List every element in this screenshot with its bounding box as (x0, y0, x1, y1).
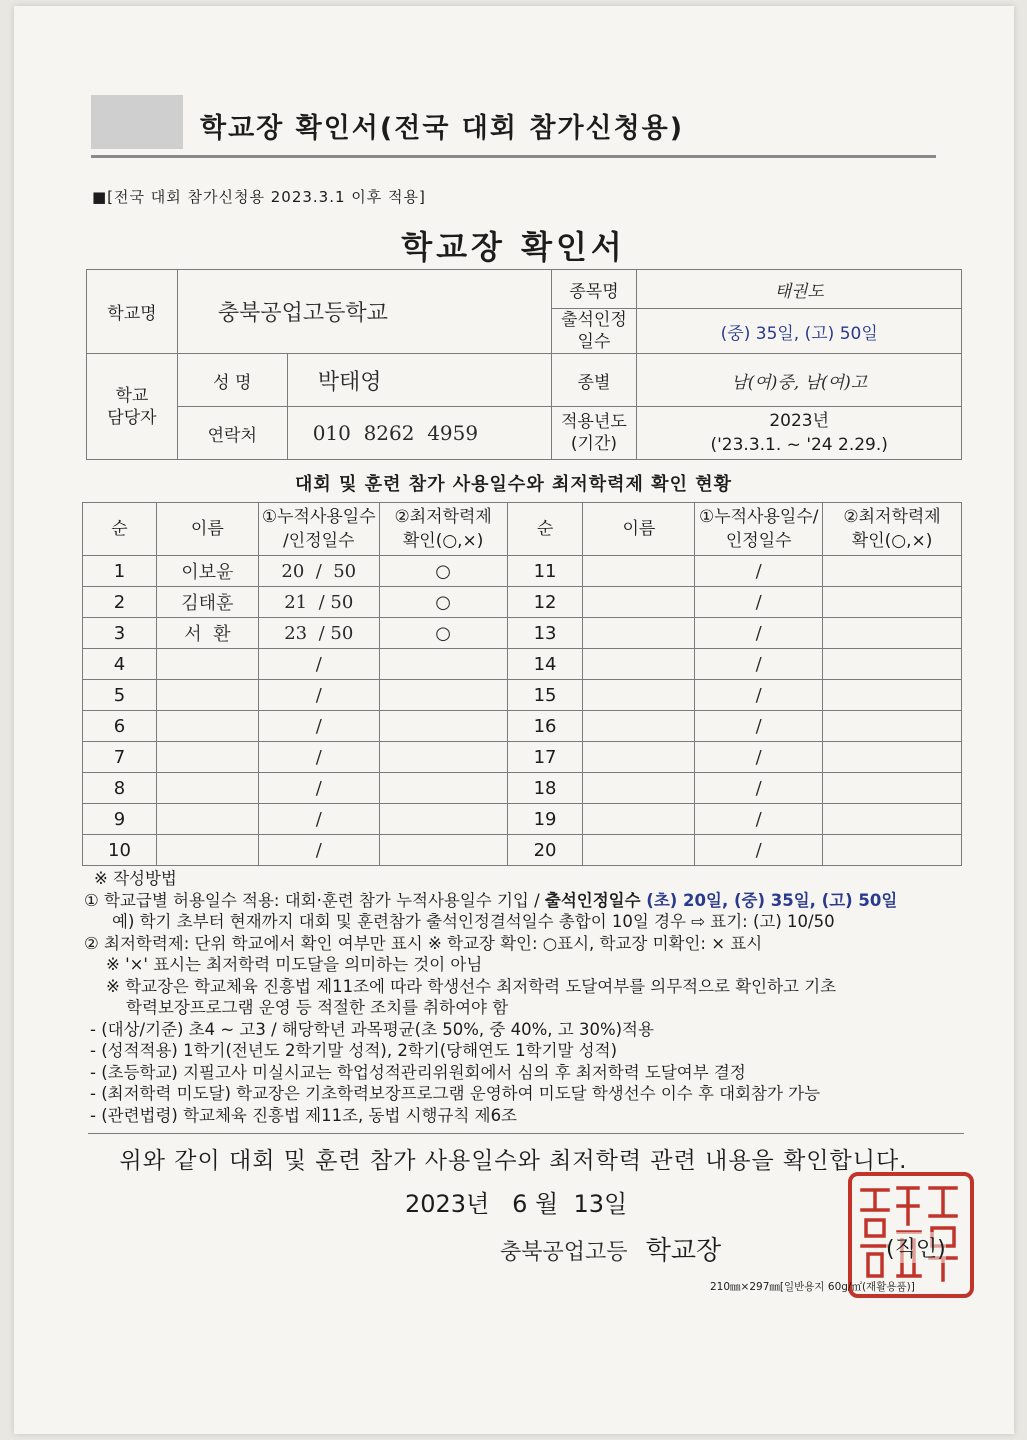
writing-instructions (84, 868, 974, 1126)
detail-2: - (성적적용) 1학기(전년도 2학기말 성적), 2학기(당해연도 1학기말 성적) (90, 1041, 618, 1060)
row-no: 3 (83, 618, 157, 649)
row-days: 23 / 50 (258, 618, 379, 649)
row-no-right: 19 (507, 804, 583, 835)
row-check-right (823, 680, 962, 711)
row-no-right: 18 (507, 773, 583, 804)
row-check (379, 773, 507, 804)
signature-title: 학교장 (645, 1236, 722, 1266)
row-no: 2 (83, 587, 157, 618)
row-days-right: / (695, 804, 823, 835)
row-check-right (823, 773, 962, 804)
paper-spec: 210㎜×297㎜[일반용지 60g/㎡(재활용품)] (710, 1281, 915, 1293)
athlete-table (82, 502, 962, 866)
row-check: ○ (379, 556, 507, 587)
row-days: / (258, 804, 379, 835)
event-value: 태권도 (637, 270, 962, 309)
school-value: 충북공업고등학교 (177, 270, 551, 354)
notes-heading: ※ 작성방법 (94, 869, 177, 888)
school-label: 학교명 (87, 270, 178, 354)
row-name-right (583, 618, 695, 649)
row-check: ○ (379, 587, 507, 618)
row-no: 10 (83, 835, 157, 866)
table-row (83, 618, 962, 649)
year-value: 2023년 ('23.3.1. ~ '24 2.29.) (637, 407, 962, 460)
row-name-right (583, 680, 695, 711)
contact-label: 연락처 (177, 407, 287, 460)
row-no-right: 17 (507, 742, 583, 773)
row-days: / (258, 835, 379, 866)
col-min: ②최저학력제 확인(○,×) (379, 503, 507, 556)
row-check (379, 649, 507, 680)
row-name-right (583, 773, 695, 804)
seal-note: (직인) (886, 1232, 946, 1263)
confirmation-text: 위와 같이 대회 및 훈련 참가 사용일수와 최저학력 관련 내용을 확인합니다. (119, 1148, 908, 1174)
name-label: 성 명 (177, 354, 287, 407)
row-check (379, 680, 507, 711)
row-check-right (823, 742, 962, 773)
col-days-right: ①누적사용일수/ 인정일수 (695, 503, 823, 556)
header-gray-block (91, 95, 183, 149)
row-name (156, 773, 258, 804)
table-row (83, 649, 962, 680)
row-check-right (823, 618, 962, 649)
document-title: 학교장 확인서 (401, 228, 626, 266)
detail-3: - (초등학교) 지필고사 미실시교는 학업성적관리위원회에서 심의 후 최저학력 도달여부 결정 (90, 1062, 746, 1082)
table-row (83, 587, 962, 618)
header-title: 학교장 확인서(전국 대회 참가신청용) (200, 113, 685, 144)
row-name-right (583, 649, 695, 680)
row-name (156, 804, 258, 835)
issue-date: 2023년 6 월 13일 (405, 1190, 628, 1218)
row-name (156, 835, 258, 866)
row-name (156, 649, 258, 680)
row-days: / (258, 773, 379, 804)
row-no: 6 (83, 711, 157, 742)
confirm-divider (88, 1133, 964, 1134)
col-name: 이름 (156, 503, 258, 556)
row-check-right (823, 711, 962, 742)
event-label: 종목명 (551, 270, 637, 309)
detail-4: - (최저학력 미도달) 학교장은 기초학력보장프로그램 운영하여 미도달 학생선수 이수 후 대회참가 가능 (90, 1084, 821, 1103)
row-name: 이보윤 (156, 556, 258, 587)
row-no: 1 (83, 556, 157, 587)
row-no-right: 14 (507, 649, 583, 680)
row-no-right: 12 (507, 587, 583, 618)
row-days: / (258, 649, 379, 680)
row-no: 4 (83, 649, 157, 680)
year-label: 적용년도 (기간) (551, 407, 637, 460)
row-no: 8 (83, 773, 157, 804)
col-name-right: 이름 (583, 503, 695, 556)
row-name (156, 742, 258, 773)
row-check (379, 742, 507, 773)
row-name: 김태훈 (156, 587, 258, 618)
contact-value: 010 8262 4959 (287, 407, 551, 460)
col-no: 순 (83, 503, 157, 556)
table-row (83, 711, 962, 742)
note-2-a: ※ '×' 표시는 최저학력 미도달을 의미하는 것이 아님 (106, 955, 483, 974)
row-days-right: / (695, 649, 823, 680)
attendance-value: (중) 35일, (고) 50일 (637, 309, 962, 354)
row-check (379, 711, 507, 742)
table-row (83, 680, 962, 711)
row-days: 21 / 50 (258, 587, 379, 618)
gender-value: 남(여)중, 남(여)고 (637, 354, 962, 407)
row-days: 20 / 50 (258, 556, 379, 587)
row-no-right: 11 (507, 556, 583, 587)
row-check (379, 804, 507, 835)
row-no: 9 (83, 804, 157, 835)
row-name-right (583, 835, 695, 866)
row-name: 서 환 (156, 618, 258, 649)
signature-line (500, 1230, 721, 1267)
signature-school: 충북공업고등 (500, 1240, 628, 1265)
table-header-row (83, 503, 962, 556)
row-no: 7 (83, 742, 157, 773)
row-days-right: / (695, 711, 823, 742)
row-check-right (823, 804, 962, 835)
row-days-right: / (695, 742, 823, 773)
row-check: ○ (379, 618, 507, 649)
row-no: 5 (83, 680, 157, 711)
info-table (86, 269, 962, 460)
table-row (83, 835, 962, 866)
table-row (83, 773, 962, 804)
applicable-note: ■[전국 대회 참가신청용 2023.3.1 이후 적용] (92, 188, 426, 206)
row-days: / (258, 680, 379, 711)
note-1-example: 예) 학기 초부터 현재까지 대회 및 훈련참가 출석인정결석일수 총합이 10일 경우 ⇨ 표기: (고) 10/50 (112, 912, 835, 931)
note-1: ① 학교급별 허용일수 적용: 대회·훈련 참가 누적사용일수 기입 / 출석인정일수 (초) 20일, (중) 35일, (고) 50일 (84, 890, 898, 910)
row-days-right: / (695, 556, 823, 587)
row-days-right: / (695, 680, 823, 711)
row-no-right: 20 (507, 835, 583, 866)
row-no-right: 15 (507, 680, 583, 711)
row-no-right: 13 (507, 618, 583, 649)
col-min-right: ②최저학력제 확인(○,×) (823, 503, 962, 556)
table-row (83, 804, 962, 835)
col-days: ①누적사용일수 /인정일수 (258, 503, 379, 556)
row-no-right: 16 (507, 711, 583, 742)
col-no-right: 순 (507, 503, 583, 556)
note-2: ② 최저학력제: 단위 학교에서 확인 여부만 표시 ※ 학교장 확인: ○표시, 학교장 미확인: × 표시 (84, 933, 763, 953)
gender-label: 종별 (551, 354, 637, 407)
row-name (156, 680, 258, 711)
row-name-right (583, 587, 695, 618)
header-rule (91, 155, 936, 158)
section-title: 대회 및 훈련 참가 사용일수와 최저학력제 확인 현황 (294, 474, 732, 495)
row-days-right: / (695, 587, 823, 618)
row-name-right (583, 742, 695, 773)
row-days-right: / (695, 773, 823, 804)
note-2-b1: ※ 학교장은 학교체육 진흥법 제11조에 따라 학생선수 최저학력 도달여부를 의무적으로 확인하고 기초 (106, 976, 837, 996)
row-name (156, 711, 258, 742)
row-check-right (823, 556, 962, 587)
note-2-b2: 학력보장프로그램 운영 등 적절한 조치를 취하여야 함 (126, 998, 509, 1017)
table-row (83, 556, 962, 587)
row-days-right: / (695, 618, 823, 649)
row-check (379, 835, 507, 866)
row-check-right (823, 835, 962, 866)
row-days: / (258, 711, 379, 742)
detail-5: - (관련법령) 학교체육 진흥법 제11조, 동법 시행규칙 제6조 (90, 1105, 517, 1125)
table-row (83, 742, 962, 773)
row-name-right (583, 804, 695, 835)
row-check-right (823, 649, 962, 680)
row-name-right (583, 711, 695, 742)
row-check-right (823, 587, 962, 618)
detail-1: - (대상/기준) 초4 ~ 고3 / 해당학년 과목평균(초 50%, 중 40%, 고 30%)적용 (90, 1019, 654, 1039)
name-value: 박태영 (287, 354, 551, 407)
manager-label: 학교 담당자 (87, 354, 178, 460)
attendance-label: 출석인정 일수 (551, 309, 637, 354)
row-name-right (583, 556, 695, 587)
row-days-right: / (695, 835, 823, 866)
row-days: / (258, 742, 379, 773)
